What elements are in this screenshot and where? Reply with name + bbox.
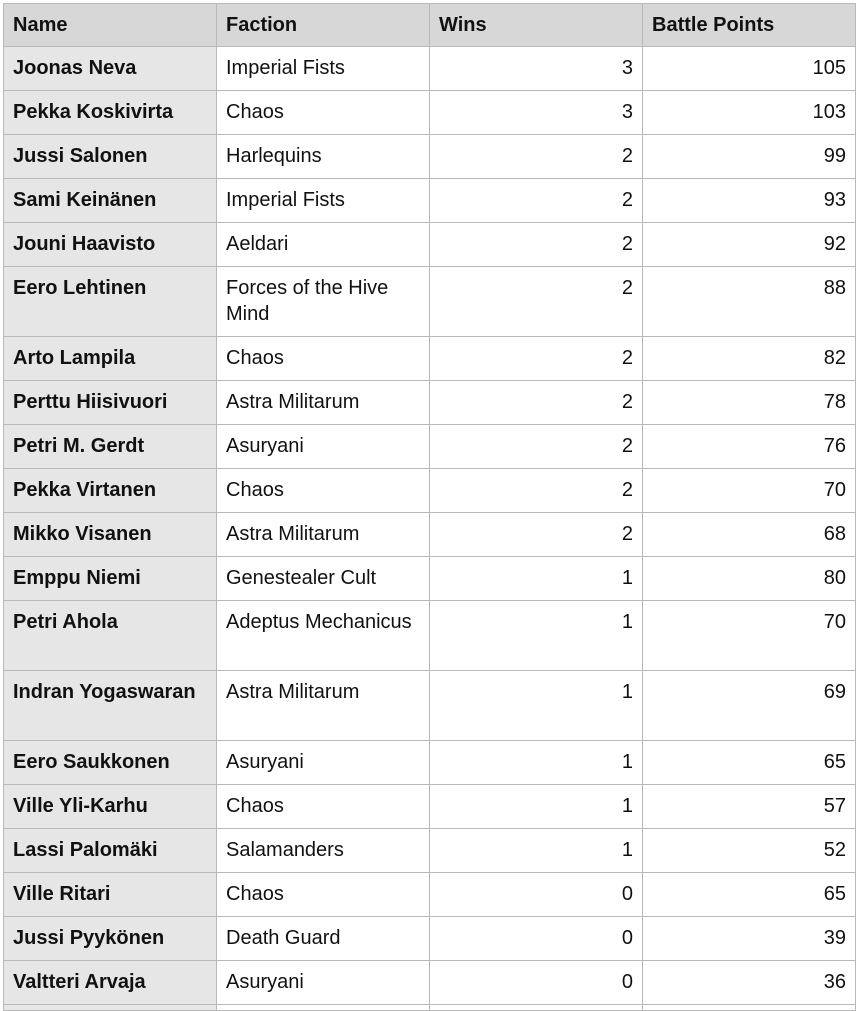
wins-cell[interactable]: 1 [430, 785, 643, 829]
wins-cell[interactable]: 2 [430, 223, 643, 267]
table-row [4, 741, 856, 785]
player-name-cell[interactable]: Pekka Koskivirta [4, 91, 217, 135]
faction-cell[interactable]: Forces of the Hive Mind [217, 267, 430, 337]
wins-cell[interactable]: 1 [430, 741, 643, 785]
faction-cell[interactable]: Imperial Fists [217, 179, 430, 223]
wins-cell[interactable]: 1 [430, 601, 643, 671]
wins-cell[interactable]: 2 [430, 267, 643, 337]
faction-cell[interactable]: Salamanders [217, 829, 430, 873]
player-name-cell[interactable]: Joonas Neva [4, 47, 217, 91]
table-row [4, 91, 856, 135]
wins-cell[interactable]: 1 [430, 829, 643, 873]
empty-cell[interactable] [4, 1005, 217, 1011]
player-name-cell[interactable]: Lassi Palomäki [4, 829, 217, 873]
battle-points-cell[interactable]: 78 [643, 381, 856, 425]
battle-points-cell[interactable]: 70 [643, 601, 856, 671]
player-name-cell[interactable]: Ville Yli-Karhu [4, 785, 217, 829]
battle-points-cell[interactable]: 69 [643, 671, 856, 741]
column-header-battle-points[interactable]: Battle Points [643, 4, 856, 47]
table-row [4, 671, 856, 741]
player-name-cell[interactable]: Eero Saukkonen [4, 741, 217, 785]
battle-points-cell[interactable]: 99 [643, 135, 856, 179]
faction-cell[interactable]: Imperial Fists [217, 47, 430, 91]
wins-cell[interactable]: 2 [430, 337, 643, 381]
player-name-cell[interactable]: Indran Yogaswaran [4, 671, 217, 741]
column-header-name[interactable]: Name [4, 4, 217, 47]
battle-points-cell[interactable]: 103 [643, 91, 856, 135]
table-row [4, 337, 856, 381]
player-name-cell[interactable]: Jouni Haavisto [4, 223, 217, 267]
wins-cell[interactable]: 2 [430, 179, 643, 223]
table-row [4, 135, 856, 179]
player-name-cell[interactable]: Sami Keinänen [4, 179, 217, 223]
faction-cell[interactable]: Astra Militarum [217, 381, 430, 425]
table-row [4, 917, 856, 961]
player-name-cell[interactable]: Petri Ahola [4, 601, 217, 671]
wins-cell[interactable]: 0 [430, 873, 643, 917]
battle-points-cell[interactable]: 65 [643, 741, 856, 785]
results-sheet [3, 3, 855, 1011]
player-name-cell[interactable]: Ville Ritari [4, 873, 217, 917]
faction-cell[interactable]: Chaos [217, 337, 430, 381]
battle-points-cell[interactable]: 70 [643, 469, 856, 513]
faction-cell[interactable]: Astra Militarum [217, 513, 430, 557]
wins-cell[interactable]: 0 [430, 917, 643, 961]
player-name-cell[interactable]: Arto Lampila [4, 337, 217, 381]
wins-cell[interactable]: 2 [430, 469, 643, 513]
wins-cell[interactable]: 3 [430, 47, 643, 91]
faction-cell[interactable]: Asuryani [217, 961, 430, 1005]
empty-cell[interactable] [643, 1005, 856, 1011]
column-header-wins[interactable]: Wins [430, 4, 643, 47]
battle-points-cell[interactable]: 93 [643, 179, 856, 223]
faction-cell[interactable]: Astra Militarum [217, 671, 430, 741]
table-body [4, 47, 856, 1011]
faction-cell[interactable]: Chaos [217, 469, 430, 513]
table-row [4, 601, 856, 671]
player-name-cell[interactable]: Jussi Salonen [4, 135, 217, 179]
battle-points-cell[interactable]: 68 [643, 513, 856, 557]
faction-cell[interactable]: Chaos [217, 91, 430, 135]
battle-points-cell[interactable]: 76 [643, 425, 856, 469]
wins-cell[interactable]: 2 [430, 513, 643, 557]
faction-cell[interactable]: Asuryani [217, 741, 430, 785]
table-row [4, 829, 856, 873]
faction-cell[interactable]: Adeptus Mechanicus [217, 601, 430, 671]
player-name-cell[interactable]: Mikko Visanen [4, 513, 217, 557]
battle-points-cell[interactable]: 65 [643, 873, 856, 917]
battle-points-cell[interactable]: 36 [643, 961, 856, 1005]
table-row [4, 381, 856, 425]
battle-points-cell[interactable]: 105 [643, 47, 856, 91]
table-row [4, 961, 856, 1005]
table-row-partial [4, 1005, 856, 1011]
battle-points-cell[interactable]: 80 [643, 557, 856, 601]
wins-cell[interactable]: 1 [430, 671, 643, 741]
wins-cell[interactable]: 3 [430, 91, 643, 135]
table-row [4, 179, 856, 223]
table-row [4, 469, 856, 513]
wins-cell[interactable]: 2 [430, 425, 643, 469]
faction-cell[interactable]: Aeldari [217, 223, 430, 267]
battle-points-cell[interactable]: 82 [643, 337, 856, 381]
table-row [4, 557, 856, 601]
table-row [4, 47, 856, 91]
battle-points-cell[interactable]: 52 [643, 829, 856, 873]
wins-cell[interactable]: 2 [430, 135, 643, 179]
empty-cell[interactable] [430, 1005, 643, 1011]
player-name-cell[interactable]: Eero Lehtinen [4, 267, 217, 337]
player-name-cell[interactable]: Valtteri Arvaja [4, 961, 217, 1005]
player-name-cell[interactable]: Emppu Niemi [4, 557, 217, 601]
player-name-cell[interactable]: Pekka Virtanen [4, 469, 217, 513]
wins-cell[interactable]: 2 [430, 381, 643, 425]
faction-cell[interactable]: Chaos [217, 785, 430, 829]
faction-cell[interactable]: Death Guard [217, 917, 430, 961]
column-header-faction[interactable]: Faction [217, 4, 430, 47]
battle-points-cell[interactable]: 39 [643, 917, 856, 961]
faction-cell[interactable]: Genestealer Cult [217, 557, 430, 601]
battle-points-cell[interactable]: 57 [643, 785, 856, 829]
battle-points-cell[interactable]: 88 [643, 267, 856, 337]
faction-cell[interactable]: Harlequins [217, 135, 430, 179]
player-name-cell[interactable]: Perttu Hiisivuori [4, 381, 217, 425]
wins-cell[interactable]: 0 [430, 961, 643, 1005]
player-name-cell[interactable]: Petri M. Gerdt [4, 425, 217, 469]
table-row [4, 267, 856, 337]
wins-cell[interactable]: 1 [430, 557, 643, 601]
battle-points-cell[interactable]: 92 [643, 223, 856, 267]
standings-table [3, 3, 856, 1011]
table-row [4, 223, 856, 267]
player-name-cell[interactable]: Jussi Pyykönen [4, 917, 217, 961]
table-row [4, 513, 856, 557]
table-row [4, 873, 856, 917]
empty-cell[interactable] [217, 1005, 430, 1011]
faction-cell[interactable]: Chaos [217, 873, 430, 917]
table-row [4, 425, 856, 469]
faction-cell[interactable]: Asuryani [217, 425, 430, 469]
header-row [4, 4, 856, 47]
table-row [4, 785, 856, 829]
